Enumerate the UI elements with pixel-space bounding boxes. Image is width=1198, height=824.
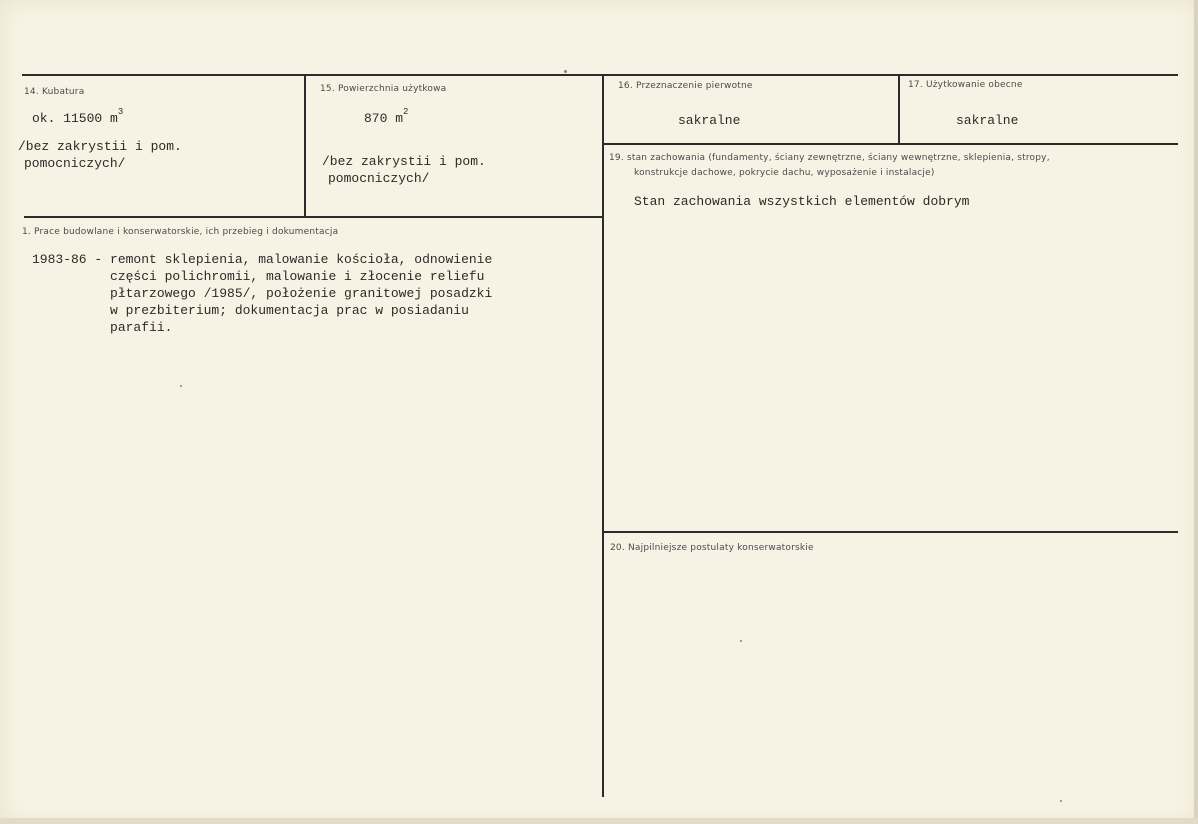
- powierzchnia-unit-exponent: 2: [403, 107, 409, 117]
- przeznaczenie-label: 16. Przeznaczenie pierwotne: [618, 81, 753, 91]
- powierzchnia-value-text: 870 m: [364, 111, 404, 126]
- paper-speck: [564, 70, 567, 73]
- paper-speck: [1060, 800, 1062, 802]
- stan-zachowania-value: Stan zachowania wszystkich elementów dobrym: [634, 194, 970, 209]
- prace-line-5: parafii.: [32, 320, 173, 335]
- rule-under-19: [604, 531, 1178, 533]
- postulaty-label: 20. Najpilniejsze postulaty konserwatorskie: [610, 543, 814, 553]
- powierzchnia-label: 15. Powierzchnia użytkowa: [320, 84, 447, 94]
- prace-label: 1. Prace budowlane i konserwatorskie, ich przebieg i dokumentacja: [22, 227, 339, 237]
- paper-speck: [180, 385, 182, 387]
- rule-under-16-17: [604, 143, 1178, 145]
- top-rule: [22, 74, 1178, 76]
- kubatura-note-line1: /bez zakrystii i pom.: [18, 139, 182, 154]
- kubatura-value: [32, 107, 124, 129]
- kubatura-unit-exponent: 3: [117, 107, 124, 117]
- kubatura-value-text: ok. 11500 m: [32, 111, 118, 126]
- center-divider: [602, 75, 604, 797]
- powierzchnia-note-line2: pomocniczych/: [328, 171, 430, 186]
- card-edge-bottom: [0, 818, 1198, 824]
- prace-line-1: 1983-86 - remont sklepienia, malowanie kościoła, odnowienie: [32, 252, 493, 267]
- przeznaczenie-value: sakralne: [678, 113, 741, 128]
- uzytkowanie-label: 17. Użytkowanie obecne: [908, 80, 1023, 90]
- prace-line-2: części polichromii, malowanie i złocenie reliefu: [32, 269, 485, 284]
- prace-line-3: płtarzowego /1985/, położenie granitowej posadzki: [32, 286, 493, 301]
- card-edge-right: [1194, 0, 1198, 824]
- divider-16-17: [898, 75, 900, 144]
- stan-zachowania-label-line2: konstrukcje dachowe, pokrycie dachu, wyposażenie i instalacje): [634, 168, 935, 178]
- rule-under-14-15: [24, 216, 602, 218]
- prace-line-4: w prezbiterium; dokumentacja prac w posiadaniu: [32, 303, 469, 318]
- kubatura-label: 14. Kubatura: [24, 87, 85, 97]
- divider-14-15: [304, 75, 306, 218]
- paper-speck: [740, 640, 742, 642]
- uzytkowanie-value: sakralne: [956, 113, 1019, 128]
- powierzchnia-value: [364, 107, 409, 129]
- powierzchnia-note-line1: /bez zakrystii i pom.: [322, 154, 486, 169]
- kubatura-note-line2: pomocniczych/: [24, 156, 126, 171]
- stan-zachowania-label-line1: 19. stan zachowania (fundamenty, ściany zewnętrzne, ściany wewnętrzne, sklepienia, stropy,: [609, 153, 1050, 163]
